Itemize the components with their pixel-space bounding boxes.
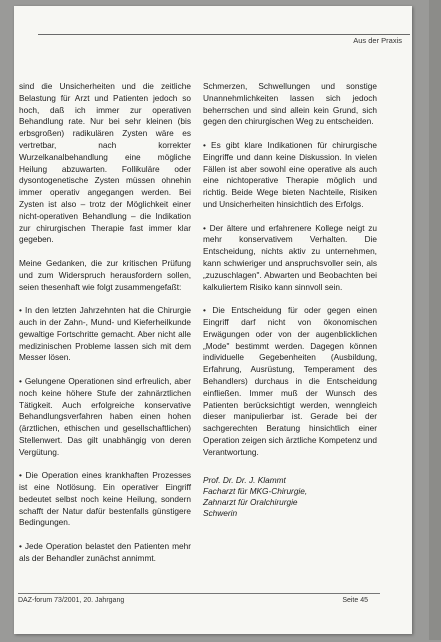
header-rule bbox=[38, 34, 410, 35]
bullet-paragraph: • Gelungene Operationen sind erfreulich, aber noch keine höhere Stufe der zahnärztlichen Tätigkeit. Auch erfolgreiche konservative Behandlungsverfahren haben einen hohen (ärztlichen, ethischen und gesellschaftlichen) Stellenwert. Das gilt unabhängig von deren Vergütung. bbox=[19, 375, 191, 457]
bullet-paragraph: • Die Operation eines krankhaften Prozesses ist eine Notlösung. Ein operativer Eingriff bedeutet selbst noch keine Heilung, sondern schafft der Natur dafür bestenfalls günstigere Bedingungen. bbox=[19, 470, 191, 528]
author-title-1: Facharzt für MKG-Chirurgie, bbox=[203, 485, 308, 496]
left-column bbox=[19, 81, 191, 576]
paragraph: Schmerzen, Schwellungen und sonstige Unannehmlichkeiten lassen sich jedoch beherrschen und sind allein kein Grund, sich gegen den chirurgischen Weg zu entscheiden. bbox=[203, 81, 377, 127]
section-label: Aus der Praxis bbox=[353, 36, 402, 45]
bullet-paragraph: • Es gibt klare Indikationen für chirurgische Eingriffe und dann keine Diskussion. In vielen Fällen ist aber sowohl eine operative als auch eine nichtoperative Therapie möglich und richtig. Beide Wege bieten Nachteile, Risiken und Unsicherheiten hinsichtlich des Erfolgs. bbox=[203, 139, 377, 209]
paragraph: sind die Unsicherheiten und die zeitliche Belastung für Arzt und Patienten jedoch so hoch, daß ich immer zur operativen Behandlung rate. Nur bei sehr kleinen (bis erbsgroßen) radikulären Zysten wäre es vertretbar, nach korrekter Wurzelkanalbehandlung eine mögliche Heilung abzuwarten. Follikuläre oder dysontogenetische Zysten müssen ohnehin immer operativ angegangen werden. Bei Zysten ist also – trotz der Möglichkeit einer nicht-operativen Behandlung – die Indikation zur chirurgischen Therapie fast immer klar gegeben. bbox=[19, 81, 191, 245]
bullet-paragraph: • Der ältere und erfahrenere Kollege neigt zu mehr konservativem Verhalten. Die Entscheidung, nichts aktiv zu unternehmen, kann schwieriger und anspruchsvoller sein, als „zuzuschlagen". Abwarten und Beobachten bei kalkuliertem Risiko kann sinnvoll sein. bbox=[203, 222, 377, 292]
author-signature bbox=[203, 475, 377, 519]
page-edge bbox=[429, 0, 441, 640]
paragraph: Meine Gedanken, die zur kritischen Prüfung und zum Widerspruch herausfordern sollen, seien thesenhaft wie folgt zusammengefaßt: bbox=[19, 257, 191, 292]
bullet-paragraph: • Die Entscheidung für oder gegen einen Eingriff darf nicht von ökonomischen Erwägungen oder von der augenblicklichen „Mode" bestimmt werden. Dagegen können individuelle Gegebenheiten (Ausbildung, Erfahrung, Ausrüstung, Temperament des Behandlers) durchaus in die Entscheidung einfließen. Immer muß der Wunsch des Patienten berücksichtigt werden, wenngleich dieser manipulierbar ist. Gerade bei der sachgerechten Beratung hinsichtlich einer Operation zeigen sich ärztliche Kompetenz und Verantwortung. bbox=[203, 305, 377, 457]
author-name: Prof. Dr. Dr. J. Klammt bbox=[203, 474, 286, 485]
document-page bbox=[14, 6, 412, 634]
footer-rule bbox=[18, 593, 380, 594]
author-city: Schwerin bbox=[203, 507, 238, 518]
page-number: Seite 45 bbox=[342, 597, 368, 604]
journal-citation: DAZ-forum 73/2001, 20. Jahrgang bbox=[18, 597, 125, 604]
bullet-paragraph: • In den letzten Jahrzehnten hat die Chirurgie auch in der Zahn-, Mund- und Kieferheilkunde gewaltige Fortschritte gemacht. Aber nicht alle medizinischen Probleme lassen sich mit dem Messer lösen. bbox=[19, 305, 191, 363]
author-title-2: Zahnarzt für Oralchirurgie bbox=[203, 496, 298, 507]
right-column bbox=[203, 81, 377, 519]
bullet-paragraph: • Jede Operation belastet den Patienten mehr als der Behandler zunächst annimmt. bbox=[19, 541, 191, 563]
